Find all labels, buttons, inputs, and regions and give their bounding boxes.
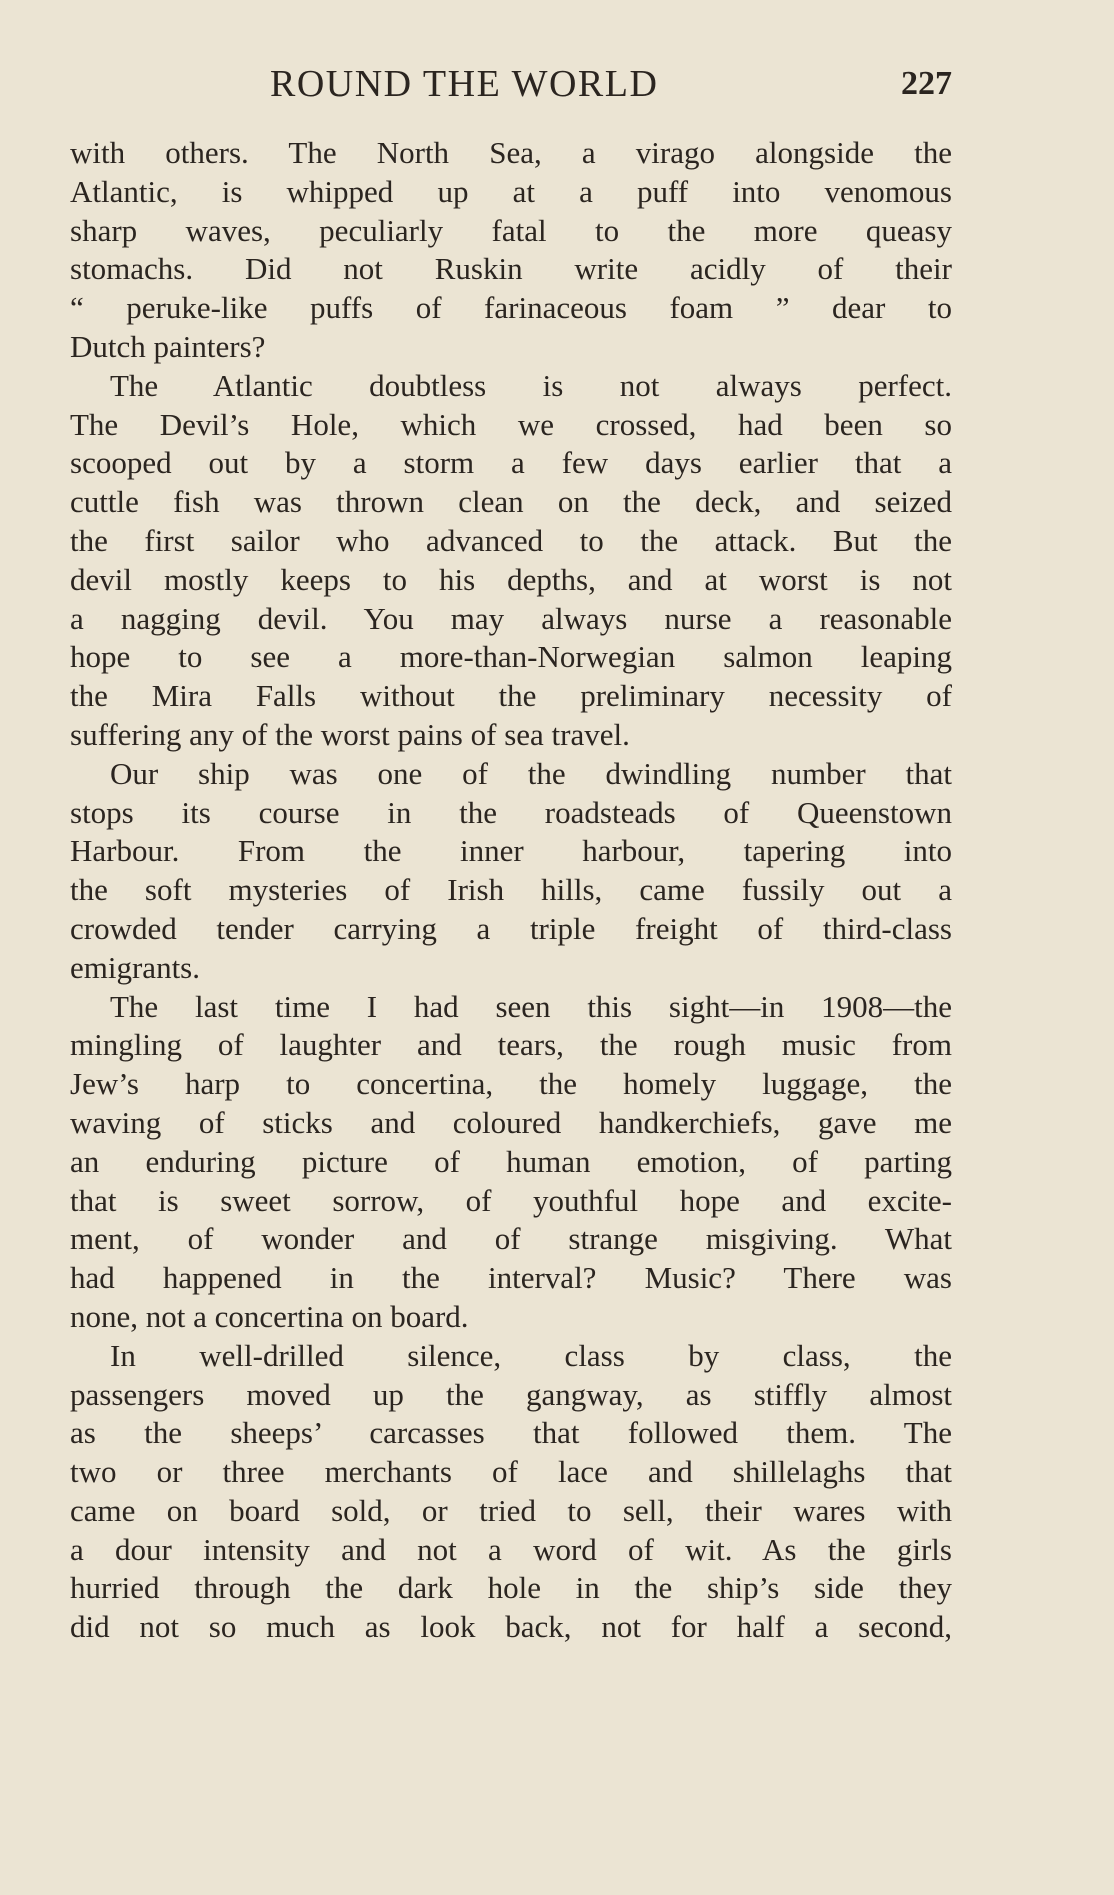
text-line: suffering any of the worst pains of sea travel.	[70, 716, 630, 752]
text-line: Jew’s harp to concertina, the homely luggage, the	[70, 1066, 952, 1102]
text-line: a dour intensity and not a word of wit. As the girls	[70, 1531, 952, 1567]
text-line: emigrants.	[70, 949, 200, 985]
text-line: scooped out by a storm a few days earlier that a	[70, 445, 952, 481]
text-line: The last time I had seen this sight—in 1908—the	[110, 988, 952, 1024]
text-line: two or three merchants of lace and shillelaghs that	[70, 1454, 952, 1490]
running-title: ROUND THE WORLD	[270, 63, 659, 105]
text-line: stomachs. Did not Ruskin write acidly of their	[70, 251, 952, 287]
text-line: crowded tender carrying a triple freight of third-class	[70, 910, 952, 946]
text-line: a nagging devil. You may always nurse a reasonable	[70, 600, 952, 636]
text-line: Our ship was one of the dwindling number that	[110, 755, 952, 791]
text-line: hurried through the dark hole in the ship’s side they	[70, 1570, 952, 1606]
text-line: ment, of wonder and of strange misgiving. What	[70, 1221, 952, 1257]
text-line: “ peruke-like puffs of farinaceous foam ” dear to	[70, 290, 952, 326]
text-line: mingling of laughter and tears, the rough music from	[70, 1027, 952, 1063]
text-line: Dutch painters?	[70, 328, 266, 364]
text-line: waving of sticks and coloured handkerchiefs, gave me	[70, 1104, 952, 1140]
text-line: the soft mysteries of Irish hills, came fussily out a	[70, 872, 952, 908]
text-line: In well-drilled silence, class by class, the	[110, 1337, 952, 1373]
text-line: Atlantic, is whipped up at a puff into venomous	[70, 173, 952, 209]
text-line: passengers moved up the gangway, as stiffly almost	[70, 1376, 952, 1412]
text-line: stops its course in the roadsteads of Queenstown	[70, 794, 952, 830]
text-line: none, not a concertina on board.	[70, 1298, 469, 1334]
text-line: the Mira Falls without the preliminary necessity of	[70, 678, 952, 714]
text-line: as the sheeps’ carcasses that followed them. The	[70, 1415, 952, 1451]
text-line: Harbour. From the inner harbour, tapering into	[70, 833, 952, 869]
text-line: The Atlantic doubtless is not always perfect.	[110, 367, 952, 403]
text-line: that is sweet sorrow, of youthful hope and excite-	[70, 1182, 952, 1218]
text-line: did not so much as look back, not for half a second,	[70, 1609, 952, 1645]
body-text	[70, 134, 952, 1647]
running-head	[70, 60, 952, 108]
text-line: with others. The North Sea, a virago alongside the	[70, 135, 952, 170]
text-line: cuttle fish was thrown clean on the deck, and seized	[70, 484, 952, 520]
text-line: an enduring picture of human emotion, of parting	[70, 1143, 952, 1179]
text-line: came on board sold, or tried to sell, their wares with	[70, 1492, 952, 1528]
text-line: hope to see a more-than-Norwegian salmon leaping	[70, 639, 952, 675]
text-line: sharp waves, peculiarly fatal to the more queasy	[70, 212, 952, 248]
page-number: 227	[901, 65, 952, 102]
text-line: The Devil’s Hole, which we crossed, had been so	[70, 406, 952, 442]
text-line: the first sailor who advanced to the attack. But the	[70, 522, 952, 558]
text-line: devil mostly keeps to his depths, and at worst is not	[70, 561, 952, 597]
text-line: had happened in the interval? Music? There was	[70, 1260, 952, 1296]
